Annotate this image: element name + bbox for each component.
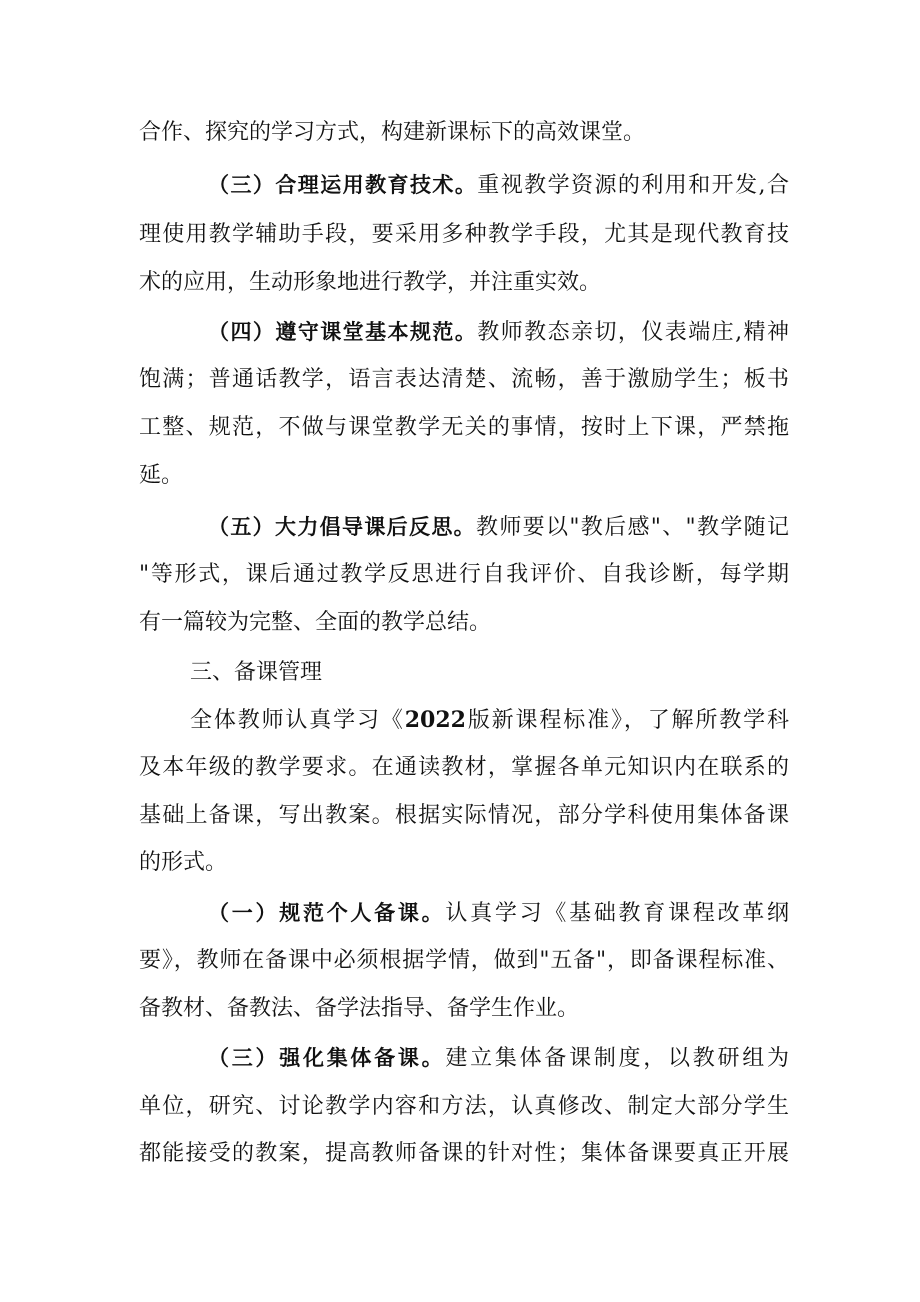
paragraph-line xyxy=(139,363,789,397)
text-span: 延。 xyxy=(139,463,184,488)
paragraph-line xyxy=(208,896,789,930)
paragraph-line xyxy=(139,606,789,640)
paragraph-line xyxy=(139,266,789,300)
section-heading: （四）遵守课堂基本规范。 xyxy=(208,320,478,344)
text-span: 备教材、备教法、备学法指导、备学生作业。 xyxy=(139,996,580,1021)
text-span: 单位，研究、讨论教学内容和方法，认真修改、制定大部分学生 xyxy=(139,1094,789,1119)
year-number: 2022 xyxy=(404,707,466,733)
text-span: 都能接受的教案，提高教师备课的针对性；集体备课要真正开展 xyxy=(139,1141,789,1166)
paragraph-line xyxy=(139,1090,789,1124)
paragraph-line xyxy=(139,411,789,445)
section-heading: （一）规范个人备课。 xyxy=(208,901,446,925)
text-span: 版新课程标准》，了解所教学科 xyxy=(465,708,789,733)
section-heading: （三）强化集体备课。 xyxy=(208,1046,446,1070)
text-span: 饱满；普通话教学，语言表达清楚、流畅，善于激励学生；板书 xyxy=(139,367,789,392)
paragraph-line xyxy=(139,558,789,592)
paragraph-line xyxy=(208,315,789,349)
text-span: 的形式。 xyxy=(139,850,228,875)
section-heading: （三）合理运用教育技术。 xyxy=(208,173,478,197)
text-span: 建立集体备课制度，以教研组为 xyxy=(445,1046,789,1071)
paragraph-line xyxy=(139,116,789,150)
paragraph-line xyxy=(139,992,789,1026)
text-span: 理使用教学辅助手段，要采用多种教学手段，尤其是现代教育技 xyxy=(139,222,789,247)
paragraph-line xyxy=(139,799,789,833)
paragraph-line xyxy=(139,459,789,493)
text-span: 合作、探究的学习方式，构建新课标下的高效课堂。 xyxy=(139,120,646,145)
paragraph-line xyxy=(139,1137,789,1171)
text-span: 认真学习《基础教育课程改革纲 xyxy=(445,901,789,926)
paragraph-line xyxy=(208,168,789,202)
text-span: 教师教态亲切，仪表端庄,精神 xyxy=(477,320,789,345)
text-span: 全体教师认真学习《 xyxy=(190,708,405,733)
text-span: 重视教学资源的利用和开发,合 xyxy=(477,173,789,198)
paragraph-line xyxy=(139,846,789,880)
section-title-line xyxy=(190,656,789,690)
text-span: 及本年级的教学要求。在通读教材，掌握各单元知识内在联系的 xyxy=(139,755,789,780)
text-span: 工整、规范，不做与课堂教学无关的事情，按时上下课，严禁拖 xyxy=(139,415,789,440)
text-span: 基础上备课，写出教案。根据实际情况，部分学科使用集体备课 xyxy=(139,803,789,828)
text-span: "等形式，课后通过教学反思进行自我评价、自我诊断，每学期 xyxy=(139,562,789,587)
section-heading: （五）大力倡导课后反思。 xyxy=(208,515,476,539)
text-span: 有一篇较为完整、全面的教学总结。 xyxy=(139,610,492,635)
paragraph-line xyxy=(208,510,789,544)
text-span: 术的应用，生动形象地进行教学，并注重实效。 xyxy=(139,270,602,295)
text-span: 要》，教师在备课中必须根据学情，做到"五备"，即备课程标准、 xyxy=(139,948,789,973)
paragraph-line xyxy=(139,944,789,978)
paragraph-line xyxy=(208,1041,789,1075)
paragraph-line xyxy=(139,751,789,785)
paragraph-line xyxy=(190,703,789,737)
text-span: 教师要以"教后感"、"教学随记 xyxy=(476,515,790,540)
paragraph-line xyxy=(139,218,789,252)
section-title: 三、备课管理 xyxy=(190,660,323,685)
